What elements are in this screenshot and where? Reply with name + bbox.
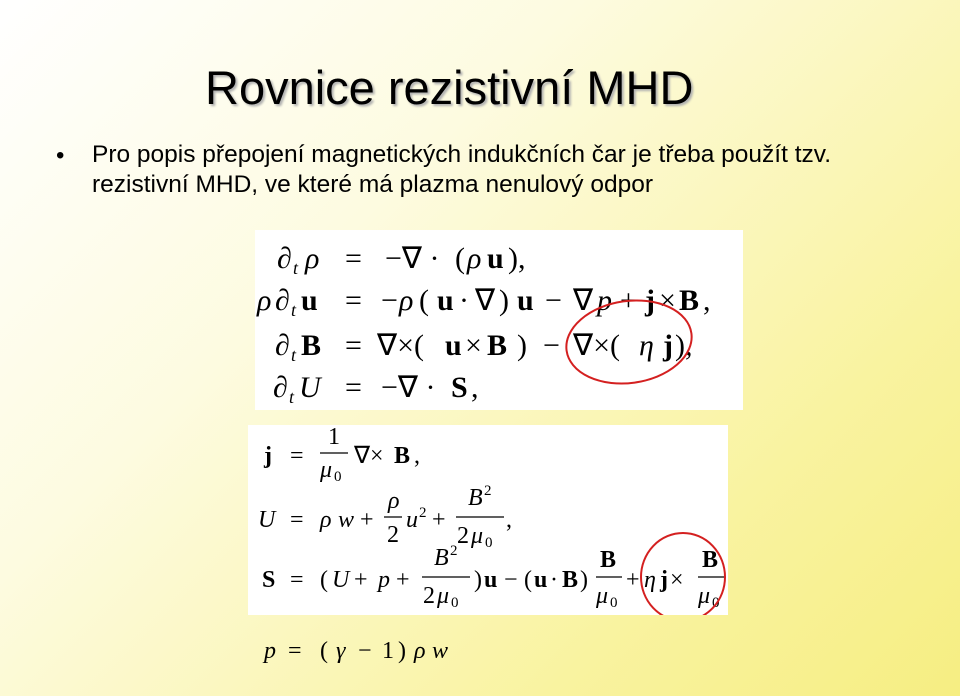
- svg-text:γ: γ: [336, 638, 346, 664]
- svg-text:(: (: [524, 567, 532, 593]
- svg-text:u: u: [487, 242, 504, 275]
- svg-text:),: ),: [508, 242, 526, 275]
- svg-text:η: η: [639, 329, 654, 362]
- svg-text:0: 0: [485, 535, 493, 551]
- svg-text:B: B: [487, 329, 508, 362]
- svg-text:−: −: [504, 567, 518, 593]
- svg-text:u: u: [484, 567, 498, 593]
- equation-momentum: [256, 284, 711, 320]
- svg-text:+: +: [432, 507, 446, 533]
- svg-text:U: U: [258, 507, 276, 533]
- svg-text:B: B: [301, 329, 322, 362]
- svg-text:∂: ∂: [275, 329, 290, 362]
- svg-text:,: ,: [414, 443, 420, 469]
- equation-induction: [275, 329, 693, 365]
- svg-text:(: (: [455, 242, 465, 275]
- svg-text:j: j: [645, 284, 655, 317]
- svg-text:B: B: [679, 284, 700, 317]
- svg-text:+: +: [396, 567, 410, 593]
- svg-text:(: (: [419, 284, 429, 317]
- svg-text:ρ: ρ: [399, 284, 414, 317]
- svg-text:u: u: [517, 284, 534, 317]
- svg-text:+: +: [620, 284, 637, 317]
- svg-text:p: p: [264, 638, 276, 664]
- svg-text:ρ: ρ: [305, 242, 320, 275]
- svg-text:),: ),: [675, 329, 693, 362]
- svg-text:2: 2: [484, 483, 492, 499]
- svg-text:−: −: [543, 329, 560, 362]
- svg-text:p: p: [597, 284, 612, 317]
- svg-text:,: ,: [703, 284, 711, 317]
- svg-text:S: S: [451, 371, 468, 404]
- svg-text:=: =: [345, 284, 362, 317]
- svg-text:μ: μ: [320, 457, 333, 483]
- svg-text:U: U: [299, 371, 321, 404]
- svg-text:=: =: [290, 567, 304, 593]
- svg-text:2: 2: [450, 543, 458, 559]
- svg-text:t: t: [289, 387, 295, 407]
- svg-text:2: 2: [419, 505, 427, 521]
- svg-text:t: t: [291, 300, 297, 320]
- svg-text:B: B: [434, 545, 449, 571]
- svg-text:1: 1: [328, 425, 340, 450]
- svg-text:j: j: [663, 329, 673, 362]
- svg-text:=: =: [288, 638, 302, 664]
- svg-text:B: B: [600, 547, 617, 573]
- svg-text:·: ·: [550, 567, 558, 593]
- bullet-icon: •: [56, 142, 65, 169]
- svg-text:=: =: [290, 443, 304, 469]
- svg-text:+: +: [354, 567, 368, 593]
- svg-text:∂: ∂: [277, 242, 292, 275]
- equation-image-bottom: [248, 425, 728, 615]
- svg-text:μ: μ: [596, 583, 609, 609]
- svg-text:ρ: ρ: [388, 488, 400, 514]
- svg-text:2: 2: [423, 583, 435, 609]
- svg-text:μ: μ: [698, 583, 711, 609]
- svg-text:+: +: [626, 567, 640, 593]
- svg-text:2: 2: [457, 523, 469, 549]
- slide-title: Rovnice rezistivní MHD: [205, 61, 694, 114]
- svg-text:S: S: [262, 567, 276, 593]
- equation-continuity: [277, 242, 526, 278]
- svg-text:=: =: [345, 329, 362, 362]
- equation-energy: [273, 371, 479, 407]
- svg-text:∇×(: ∇×(: [377, 329, 424, 362]
- svg-text:B: B: [562, 567, 579, 593]
- svg-text:−∇ ·: −∇ ·: [385, 242, 440, 275]
- svg-text:u: u: [445, 329, 462, 362]
- svg-text:∇×(: ∇×(: [573, 329, 620, 362]
- svg-text:=: =: [345, 371, 362, 404]
- equation-pressure: [258, 630, 478, 670]
- svg-text:,: ,: [471, 371, 479, 404]
- svg-text:): ): [517, 329, 527, 362]
- svg-text:−∇ ·: −∇ ·: [381, 371, 436, 404]
- svg-text:0: 0: [334, 469, 342, 485]
- svg-text:∇: ∇: [475, 284, 496, 317]
- svg-text:ρ: ρ: [467, 242, 482, 275]
- svg-text:): ): [474, 567, 482, 593]
- svg-text:B: B: [394, 443, 411, 469]
- svg-text:w: w: [432, 638, 449, 664]
- svg-text:(: (: [320, 567, 328, 593]
- svg-text:p: p: [378, 567, 390, 593]
- equation-internal-energy: [258, 483, 512, 551]
- svg-text:B: B: [468, 485, 483, 511]
- equation-block-top: [255, 230, 743, 410]
- svg-text:): ): [398, 638, 406, 664]
- svg-text:ρ: ρ: [414, 638, 426, 664]
- svg-text:(: (: [320, 638, 328, 664]
- svg-text:+: +: [360, 507, 374, 533]
- svg-text:=: =: [345, 242, 362, 275]
- svg-text:0: 0: [610, 595, 618, 611]
- svg-text:ρ: ρ: [320, 507, 332, 533]
- svg-text:u: u: [406, 507, 418, 533]
- svg-text:∂: ∂: [275, 284, 290, 317]
- svg-text:·: ·: [459, 284, 469, 317]
- svg-text:,: ,: [506, 507, 512, 533]
- svg-text:∇: ∇: [573, 284, 594, 317]
- svg-text:t: t: [291, 345, 297, 365]
- svg-text:∂: ∂: [273, 371, 288, 404]
- svg-text:−: −: [545, 284, 562, 317]
- equation-image-top: [255, 230, 743, 410]
- svg-text:0: 0: [712, 595, 720, 611]
- svg-text:1: 1: [382, 638, 394, 664]
- equation-current: [263, 425, 420, 485]
- svg-text:u: u: [437, 284, 454, 317]
- svg-text:μ: μ: [471, 523, 484, 549]
- svg-text:ρ: ρ: [257, 284, 272, 317]
- svg-text:): ): [499, 284, 509, 317]
- svg-text:j: j: [264, 443, 272, 469]
- svg-text:μ: μ: [437, 583, 450, 609]
- svg-text:t: t: [293, 258, 299, 278]
- svg-text:j: j: [660, 567, 668, 593]
- svg-text:η: η: [644, 567, 656, 593]
- equation-poynting: [262, 543, 724, 611]
- svg-text:−: −: [381, 284, 398, 317]
- equation-block-bottom: [248, 425, 728, 615]
- svg-text:B: B: [702, 547, 719, 573]
- svg-text:2: 2: [387, 522, 399, 548]
- svg-text:u: u: [301, 284, 318, 317]
- svg-text:∇×: ∇×: [354, 443, 384, 469]
- svg-text:): ): [580, 567, 588, 593]
- svg-text:=: =: [290, 507, 304, 533]
- svg-text:u: u: [534, 567, 548, 593]
- svg-text:×: ×: [670, 567, 684, 593]
- svg-text:w: w: [338, 507, 355, 533]
- svg-text:U: U: [332, 567, 350, 593]
- svg-text:0: 0: [451, 595, 459, 611]
- svg-text:−: −: [358, 638, 372, 664]
- svg-text:×: ×: [465, 329, 482, 362]
- svg-text:×: ×: [659, 284, 676, 317]
- bullet-text: Pro popis přepojení magnetických indukčních čar je třeba použít tzv. rezistivní MHD, ve které má plazma nenulový odpor: [92, 141, 832, 198]
